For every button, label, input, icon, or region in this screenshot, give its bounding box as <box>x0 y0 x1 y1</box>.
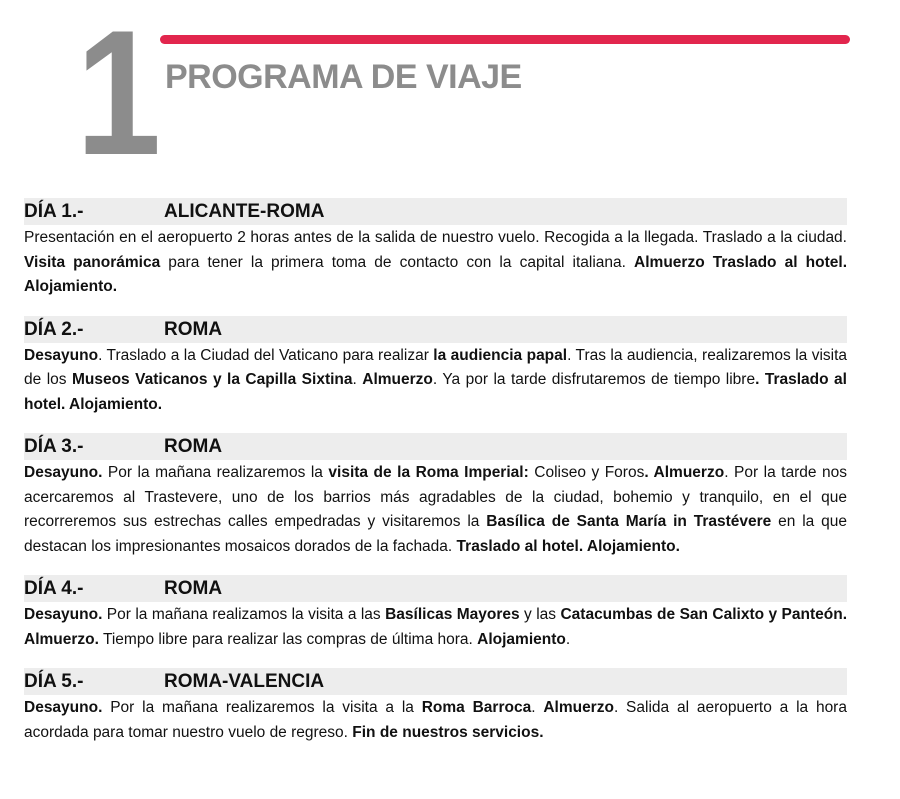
day-label: DÍA 2.- <box>24 318 84 340</box>
bold-text: Desayuno <box>24 346 99 364</box>
text: en la que destacan los impresionantes mosaicos dorados de la fachada. <box>24 513 848 555</box>
day-description <box>24 344 847 418</box>
day-block-5 <box>24 668 847 745</box>
day-block-1 <box>24 198 847 300</box>
bold-text: Catacumbas de San Calixto y Panteón. Almuerzo. <box>24 606 847 648</box>
bold-text: visita de la Roma Imperial: <box>328 464 529 481</box>
day-destination: ALICANTE-ROMA <box>164 201 325 222</box>
day-label: DÍA 4.- <box>24 578 84 599</box>
text: . <box>352 371 363 388</box>
day-header <box>24 433 847 460</box>
page-header <box>0 0 900 192</box>
bold-text: . Traslado al hotel. Alojamiento. <box>24 371 847 413</box>
day-destination: ROMA <box>164 318 223 340</box>
itinerary <box>24 198 847 761</box>
day-destination: ROMA <box>164 578 223 599</box>
text: Coliseo y Foros <box>528 464 645 481</box>
bold-text: . Almuerzo <box>644 464 725 481</box>
text: Tiempo libre para realizar las compras de última hora. <box>98 630 478 648</box>
text: . <box>531 699 544 716</box>
day-destination: ROMA-VALENCIA <box>164 671 325 692</box>
day-label: DÍA 5.- <box>24 671 84 692</box>
bold-text: Basílica de Santa María in Trastévere <box>486 513 772 530</box>
bold-text: la audiencia papal <box>433 346 568 364</box>
bold-text: Roma Barroca <box>421 699 532 716</box>
day-description <box>24 603 847 652</box>
bold-text: Traslado al hotel. Alojamiento. <box>456 537 680 555</box>
day-header <box>24 575 847 602</box>
day-label: DÍA 1.- <box>24 201 84 222</box>
text: . Por la tarde nos acercaremos al Trastevere, uno de los barrios más agradables de la ciudad, bohemio y tranquilo, en el que recorreremos sus estrechas calles empedradas y visitaremos la <box>24 464 848 530</box>
bold-text: Museos Vaticanos y la Capilla Sixtina <box>71 371 353 388</box>
bold-text: Almuerzo <box>543 699 614 716</box>
day-header <box>24 316 847 343</box>
text: . Ya por la tarde disfrutaremos de tiempo libre <box>432 371 756 388</box>
bold-text: Desayuno. <box>24 606 103 623</box>
day-destination: ROMA <box>164 436 223 457</box>
bold-text: Alojamiento <box>477 630 566 648</box>
day-description <box>24 226 847 300</box>
text: Por la mañana realizamos la visita a las <box>102 606 386 623</box>
text: . Traslado a la Ciudad del Vaticano para realizar <box>98 346 434 364</box>
bold-text: Basílicas Mayores <box>385 606 520 623</box>
day-block-3 <box>24 433 847 559</box>
text: . Salida al aeropuerto a la hora acordada para tomar nuestro vuelo de regreso. <box>24 699 847 741</box>
day-description <box>24 696 847 745</box>
text: y las <box>519 606 561 623</box>
section-number: 1 <box>76 0 155 192</box>
day-label: DÍA 3.- <box>24 436 84 457</box>
text: . <box>565 630 571 648</box>
text: para tener la primera toma de contacto con la capital italiana. <box>160 253 635 271</box>
day-block-4 <box>24 575 847 652</box>
day-description <box>24 461 847 559</box>
bold-text: Fin de nuestros servicios. <box>352 723 544 741</box>
day-block-2 <box>24 316 847 418</box>
text: Por la mañana realizaremos la visita a la <box>102 699 422 716</box>
bold-text: Almuerzo <box>362 371 433 388</box>
bold-text: Desayuno. <box>24 464 103 481</box>
bold-text: Desayuno. <box>24 699 103 716</box>
page-title: PROGRAMA DE VIAJE <box>165 58 522 96</box>
text: . Tras la audiencia, realizaremos la visita de los <box>24 346 848 388</box>
text: Por la mañana realizaremos la <box>102 464 329 481</box>
day-header <box>24 198 847 225</box>
bold-text: Almuerzo Traslado al hotel. Alojamiento. <box>24 253 848 295</box>
text: Presentación en el aeropuerto 2 horas antes de la salida de nuestro vuelo. Recogida a la llegada. Traslado a la ciudad. <box>24 229 847 246</box>
accent-bar <box>160 35 850 44</box>
day-header <box>24 668 847 695</box>
bold-text: Visita panorámica <box>24 253 161 271</box>
